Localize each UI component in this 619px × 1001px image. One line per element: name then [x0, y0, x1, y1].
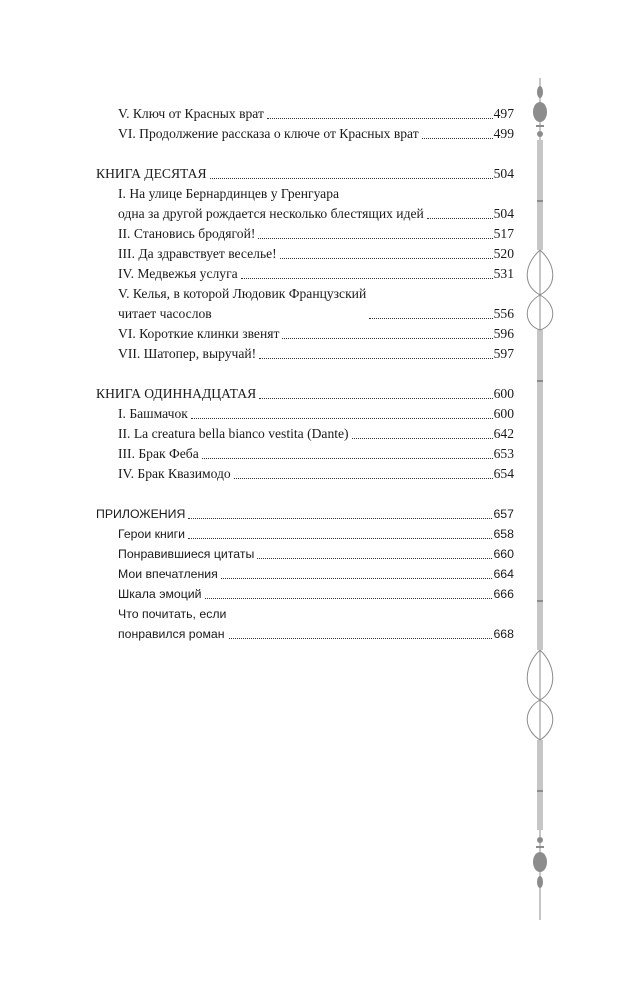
leader-dots — [257, 558, 492, 559]
toc-entry-title: VI. Продолжение рассказа о ключе от Красных врат — [118, 126, 419, 141]
toc-entry[interactable] — [118, 424, 514, 444]
toc-entry[interactable] — [118, 524, 514, 544]
toc-entry-title: III. Да здравствует веселье! — [118, 246, 277, 261]
toc-entry-title: Понравившиеся цитаты — [118, 547, 255, 561]
toc-entry-title: ПРИЛОЖЕНИЯ — [96, 507, 186, 521]
page-number: 517 — [493, 226, 514, 241]
toc-entry[interactable] — [118, 224, 514, 244]
toc-entry-title: I. На улице Бернардинцев у Гренгуара — [118, 186, 340, 201]
leader-dots — [234, 478, 493, 479]
toc-entry-title: Мои впечатления — [118, 567, 218, 581]
leader-dots — [210, 178, 493, 179]
toc-entry-title: V. Ключ от Красных врат — [118, 106, 264, 121]
toc-section — [96, 104, 514, 144]
page-number: 653 — [493, 446, 514, 461]
table-of-contents — [96, 104, 514, 664]
toc-section — [96, 504, 514, 644]
toc-entry[interactable] — [118, 284, 514, 324]
toc-entry[interactable] — [118, 124, 514, 144]
toc-heading[interactable] — [96, 504, 514, 524]
leader-dots — [422, 138, 493, 139]
toc-entry[interactable] — [118, 464, 514, 484]
toc-heading[interactable] — [96, 384, 514, 404]
toc-entry[interactable] — [118, 184, 514, 224]
toc-entry[interactable] — [118, 564, 514, 584]
toc-entry-title: одна за другой рождается несколько блестящих идей — [118, 206, 424, 221]
toc-entry[interactable] — [118, 344, 514, 364]
toc-entry-title: I. Башмачок — [118, 406, 188, 421]
toc-heading[interactable] — [96, 164, 514, 184]
toc-entry-title: II. La creatura bella bianco vestita (Dante) — [118, 426, 349, 441]
page-number: 658 — [493, 527, 514, 541]
page-number: 499 — [493, 126, 514, 141]
leader-dots — [258, 238, 492, 239]
toc-section — [96, 384, 514, 484]
toc-entry-title: Шкала эмоций — [118, 587, 202, 601]
leader-dots — [259, 358, 492, 359]
page-number: 556 — [493, 306, 514, 321]
page-number: 654 — [493, 466, 514, 481]
leader-dots — [188, 518, 492, 519]
page-number: 497 — [493, 106, 514, 121]
toc-entry[interactable] — [118, 404, 514, 424]
page-number: 666 — [493, 587, 514, 601]
page-number: 597 — [493, 346, 514, 361]
page-number: 596 — [493, 326, 514, 341]
toc-entry-title: III. Брак Феба — [118, 446, 199, 461]
leader-dots — [191, 418, 493, 419]
leader-dots — [205, 598, 493, 599]
toc-entry-title: КНИГА ОДИННАДЦАТАЯ — [96, 386, 257, 401]
toc-entry-title: VI. Короткие клинки звенят — [118, 326, 280, 341]
leader-dots — [241, 278, 493, 279]
leader-dots — [282, 338, 492, 339]
page-number: 504 — [493, 166, 514, 181]
toc-entry[interactable] — [118, 264, 514, 284]
toc-entry[interactable] — [118, 104, 514, 124]
page-number: 520 — [493, 246, 514, 261]
toc-entry[interactable] — [118, 444, 514, 464]
leader-dots — [202, 458, 493, 459]
toc-entry-title: IV. Брак Квазимодо — [118, 466, 231, 481]
leader-dots — [267, 118, 493, 119]
page-number: 657 — [493, 507, 514, 521]
decorative-ornament-icon — [520, 0, 560, 1001]
toc-entry[interactable] — [118, 324, 514, 344]
toc-entry-title: II. Становись бродягой! — [118, 226, 256, 241]
page-number: 668 — [493, 627, 514, 641]
toc-entry-title: понравился роман — [118, 627, 225, 641]
toc-entry[interactable] — [118, 544, 514, 564]
page-number: 660 — [493, 547, 514, 561]
toc-section — [96, 164, 514, 364]
page-number: 600 — [493, 386, 514, 401]
toc-entry-title: КНИГА ДЕСЯТАЯ — [96, 166, 207, 181]
leader-dots — [229, 638, 492, 639]
toc-entry[interactable] — [118, 604, 514, 644]
page-number: 642 — [493, 426, 514, 441]
leader-dots — [280, 258, 493, 259]
leader-dots — [352, 438, 493, 439]
page-number: 664 — [493, 567, 514, 581]
toc-entry-title: V. Келья, в которой Людовик Французский — [118, 286, 367, 301]
toc-entry[interactable] — [118, 244, 514, 264]
toc-entry-title: Герои книги — [118, 527, 186, 541]
leader-dots — [259, 398, 492, 399]
toc-entry-title: VII. Шатопер, выручай! — [118, 346, 257, 361]
page-number: 504 — [493, 206, 514, 221]
toc-entry[interactable] — [118, 584, 514, 604]
toc-entry-title: IV. Медвежья услуга — [118, 266, 238, 281]
page-number: 531 — [493, 266, 514, 281]
toc-entry-title: Что почитать, если — [118, 607, 227, 621]
leader-dots — [369, 318, 492, 319]
page-number: 600 — [493, 406, 514, 421]
leader-dots — [188, 538, 492, 539]
toc-entry-title: читает часослов — [118, 306, 212, 321]
leader-dots — [221, 578, 493, 579]
leader-dots — [427, 218, 493, 219]
